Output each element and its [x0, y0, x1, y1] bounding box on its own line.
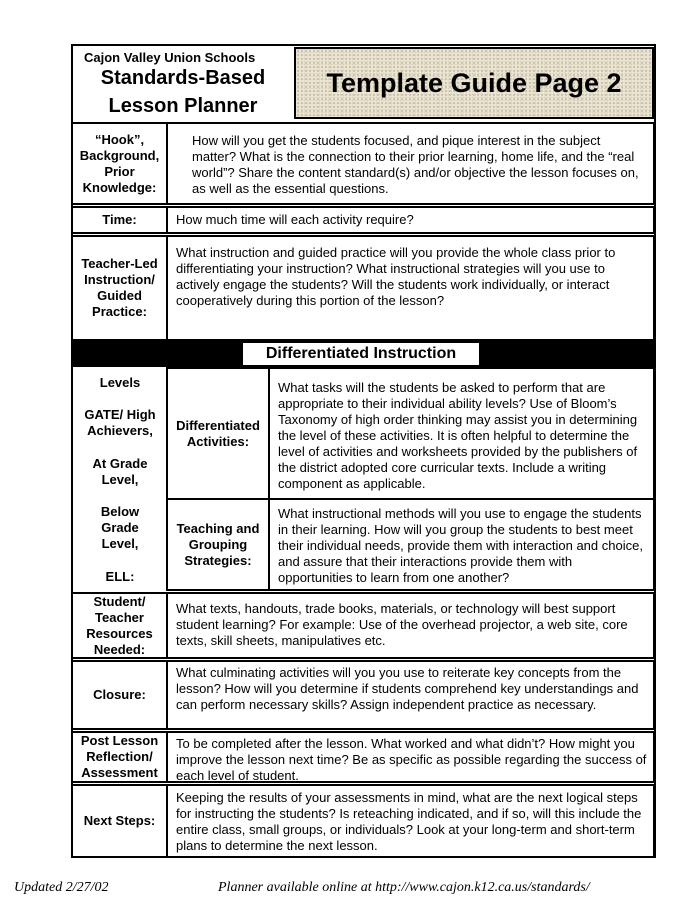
level-at-grade: At Grade Level,: [92, 456, 148, 487]
hook-label: “Hook”, Background, Prior Knowledge:: [71, 122, 168, 205]
differentiated-activities-label: Differentiated Activities:: [166, 367, 270, 500]
footer-updated-date: Updated 2/27/02: [14, 880, 109, 895]
level-ell: ELL:: [105, 569, 135, 584]
footer-online-link[interactable]: Planner available online at http://www.cajon.k12.ca.us/standards/: [218, 880, 590, 895]
grouping-strategies-label: Teaching and Grouping Strategies:: [166, 498, 270, 591]
time-text: How much time will each activity require?: [166, 206, 655, 234]
hook-text: How will you get the students focused, and pique interest in the subject matter? What is the connection to their prior learning, home life, and the “real world”? Share the content standard(s) and/or objective the lesson focuses on, as well as the essential questions.: [166, 122, 655, 205]
reflection-text: To be completed after the lesson. What worked and what didn’t? How might you improve the lesson next time? Be as specific as possible regarding the success of each level of student.: [166, 731, 655, 783]
level-below-grade: Below Grade Level,: [100, 504, 140, 551]
teacher-led-text: What instruction and guided practice will you provide the whole class prior to differentiating your instruction? What instructional strategies will you use to actively engage the students? Will the students work individually, or interact cooperatively during this portion of the lesson?: [166, 235, 655, 341]
closure-text: What culminating activities will you you use to reiterate key concepts from the lesson? How will you determine if students comprehend key understandings and can perform necessary skills? Assign independent practice as necessary.: [166, 660, 655, 730]
level-gate: GATE/ High Achievers,: [84, 407, 156, 438]
time-label: Time:: [71, 206, 168, 234]
differentiated-activities-text: What tasks will the students be asked to perform that are appropriate to their individual ability levels? Use of Bloom’s Taxonomy of high order thinking may assist you in determining the level of these activities. It is often helpful to determine the level of activities and worksheets provided by the publishers of the district adopted core curricular texts. Include a writing component as applicable.: [268, 367, 655, 500]
teacher-led-label: Teacher-Led Instruction/ Guided Practice:: [71, 235, 168, 341]
closure-label: Closure:: [71, 660, 168, 730]
resources-label: Student/ Teacher Resources Needed:: [71, 592, 168, 659]
differentiated-banner-title: Differentiated Instruction: [243, 343, 479, 365]
next-steps-text: Keeping the results of your assessments in mind, what are the next logical steps for instructing the students? Is reteaching indicated, and if so, will this include the entire class, small groups, or individuals? Look at your long-term and short-term plans to determine the next lesson.: [166, 784, 655, 858]
organization-name: Cajon Valley Union Schools: [84, 50, 256, 65]
planner-title-line1: Standards-Based: [100, 67, 266, 89]
template-guide-box: [294, 47, 654, 119]
template-guide-title: Template Guide Page 2: [326, 67, 622, 98]
levels-heading: Levels: [99, 375, 141, 390]
reflection-label: Post Lesson Reflection/ Assessment: [71, 731, 168, 783]
grouping-strategies-text: What instructional methods will you use to engage the students in their learning. How will you group the students to best meet their individual needs, provide them with interaction and choice, and assure that their interactions provide them with opportunities to learn from one another?: [268, 498, 655, 591]
planner-title-line2: Lesson Planner: [108, 95, 258, 117]
levels-column: [73, 369, 167, 591]
resources-text: What texts, handouts, trade books, materials, or technology will best support student learning? For example: Use of the overhead projector, a web site, core texts, skill sheets, manipulatives etc.: [166, 592, 655, 659]
next-steps-label: Next Steps:: [71, 784, 168, 858]
